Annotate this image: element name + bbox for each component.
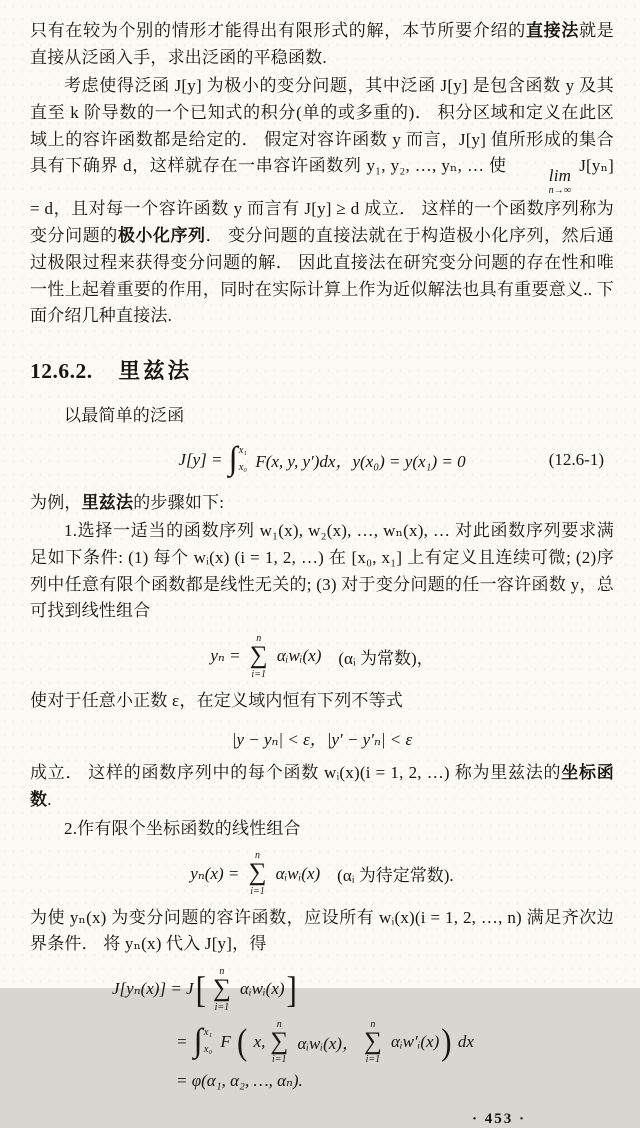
equation-linear-combination: [30, 633, 614, 680]
text-run: 成立． 这样的函数序列中的每个函数 wᵢ(x)(i = 1, 2, …) 称为里兹法的: [30, 763, 562, 783]
sum-lower-limit: i=1: [214, 1001, 230, 1013]
eq4-body: αᵢwᵢ(x): [271, 863, 321, 883]
text-run: 的步骤如下:: [133, 492, 225, 512]
text-run: J[yₙ] = d，且对每一个容许函数 y 而言有 J[y] ≥ d 成立． 这样的一个函数序列称为变分问题的: [30, 156, 614, 246]
sum-upper-limit: n: [219, 966, 225, 978]
summation-sign: [249, 850, 267, 897]
paragraph-epsilon-condition: 使对于任意小正数 ε，在定义域内恒有下列不等式: [30, 690, 403, 710]
derivation-line-2: [176, 1019, 614, 1066]
paragraph-simplest-functional: 以最简单的泛函: [64, 405, 185, 425]
eq4-note: (αᵢ 为待定常数).: [320, 866, 454, 885]
summation-sign: [250, 633, 268, 680]
paragraph-variational-problem: [30, 73, 614, 330]
emphasis-minimizing-sequence: 极小化序列: [117, 226, 206, 246]
lim-word: lim: [548, 166, 572, 186]
sum-lower-limit: i=1: [250, 885, 265, 897]
paragraph-admissible-condition: 为使 yₙ(x) 为变分问题的容许函数，应设所有 wᵢ(x)(i = 1, 2, …, n) 满足齐次边界条件． 将 yₙ(x) 代入 J[y]，得: [30, 907, 614, 954]
integral-upper-limit: x₁: [238, 445, 248, 457]
integral-sign: [194, 1025, 212, 1058]
sigma-glyph: ∑: [270, 1027, 289, 1055]
summation-sign: [364, 1019, 382, 1066]
integral-lower-limit: x₀: [238, 462, 248, 474]
text-run: .: [47, 789, 52, 809]
sigma-glyph: ∑: [363, 1027, 382, 1055]
text-run: 只有在较为个别的情形才能得出有限形式的解，本节所要介绍的: [30, 21, 526, 40]
left-paren: (: [236, 1021, 248, 1063]
eq2-note: (αᵢ 为常数)，: [321, 648, 434, 668]
paragraph-step1-conditions: 1.选择一适当的函数序列 w₁(x), w₂(x), …, wₙ(x), … 对此函数序列要求满足如下条件: (1) 每个 wᵢ(x) (i = 1, 2, …) 在 [x₀, x₁] 上有定义且连续可微; (2)序列中任意有限个函数都是线性无关的; (3) 对于变分问题的任一容许函数 y，总可找到线性组合: [30, 521, 614, 621]
text-run: 就是直接从泛函入手，求出泛函的平稳函数.: [30, 21, 614, 67]
sum-upper-limit: n: [370, 1018, 376, 1030]
sum-upper-limit: n: [276, 1018, 282, 1030]
equation-finite-combination: [30, 850, 614, 897]
integral-limits: [204, 1025, 212, 1058]
eq1-body: F(x, y, y′)dx，y(x₀) = y(x₁) = 0: [251, 452, 466, 472]
integral-glyph: ∫: [228, 441, 238, 478]
emphasis-coordinate-functions: 坐标函数: [30, 763, 614, 809]
sum-lower-limit: i=1: [365, 1054, 381, 1066]
sum-upper-limit: n: [256, 633, 262, 644]
eq1-lhs: J[y] =: [178, 449, 227, 469]
section-number: 12.6.2.: [30, 358, 93, 383]
section-heading: [30, 354, 614, 385]
right-bracket: ]: [286, 968, 297, 1011]
eq5-line2-x: x,: [249, 1031, 266, 1051]
summation-sign: [270, 1019, 288, 1066]
limit-notation: [515, 167, 572, 196]
eq5-line2-F: F: [216, 1031, 235, 1051]
sigma-glyph: ∑: [249, 642, 268, 669]
integral-lower-limit: x₀: [203, 1044, 213, 1056]
derivation-line-1: [112, 966, 614, 1013]
eq3-body: |y − yₙ| < ε，|y′ − y′ₙ| < ε: [231, 729, 413, 749]
summation-sign: [213, 966, 231, 1013]
equation-12-6-1: [30, 438, 614, 482]
equation-tag: (12.6-1): [548, 449, 604, 469]
left-bracket: [: [195, 968, 206, 1011]
emphasis-direct-method: 直接法: [525, 21, 580, 40]
section-title: 里兹法: [118, 358, 193, 383]
eq5-line1-lhs: J[yₙ(x)] = J: [112, 979, 194, 999]
sum-upper-limit: n: [254, 850, 260, 862]
text-run: 为例，: [30, 492, 82, 512]
paragraph-ritz-steps: [30, 490, 614, 517]
eq5-line2-term2: αᵢw′ᵢ(x): [386, 1031, 440, 1051]
eq2-lhs: yₙ =: [210, 646, 245, 666]
sigma-glyph: ∑: [212, 975, 231, 1003]
text-run: 考虑使得泛函 J[y] 为极小的变分问题，其中泛函 J[y] 是包含函数 y 及其直至 k 阶导数的一个已知式的积分(单的或多重的)． 积分区域和定义在此区域上的容许函数都是给定的． 假定对容许函数 y 而言，J[y] 值所形成的集合具有下确界 d，这样就存在一串容许函数列 y₁, y₂, …, yₙ, … 使: [30, 76, 614, 176]
integral-limits: [239, 443, 247, 476]
integral-sign: [229, 443, 247, 476]
eq5-line1-body: αᵢwᵢ(x): [235, 979, 285, 999]
eq5-line3: = φ(α₁, α₂, …, αₙ).: [176, 1071, 303, 1091]
page-number: · 453 ·: [471, 1111, 526, 1128]
paragraph-step2: 2.作有限个坐标函数的线性组合: [64, 818, 301, 838]
integral-upper-limit: x₁: [203, 1027, 213, 1039]
equation-inequalities: [30, 722, 614, 752]
emphasis-ritz-method: 里兹法: [81, 492, 134, 512]
sum-lower-limit: i=1: [272, 1054, 287, 1066]
eq5-line2-dx: dx: [453, 1031, 474, 1051]
text-run: ． 变分问题的直接法就在于构造极小化序列，然后通过极限过程来获得变分问题的解． 因此直接法在研究变分问题的存在性和唯一性上起着重要的作用，同时在实际计算上作为近似解法也具有重要意义.. 下面介绍几种直接法.: [30, 226, 614, 326]
paragraph-direct-method-intro: [30, 18, 614, 71]
lim-subscript: n→∞: [548, 185, 572, 197]
eq5-line2-equals: =: [176, 1031, 192, 1051]
sigma-glyph: ∑: [248, 859, 267, 887]
sum-lower-limit: i=1: [251, 668, 266, 680]
equation-derivation-block: [112, 966, 614, 1091]
eq5-line2-term1: αᵢwᵢ(x)，: [293, 1034, 359, 1054]
eq2-body: αᵢwᵢ(x): [272, 646, 322, 666]
eq4-lhs: yₙ(x) =: [190, 863, 244, 883]
paragraph-coordinate-functions: [30, 760, 614, 813]
right-paren: ): [441, 1021, 452, 1063]
integral-glyph: ∫: [193, 1023, 203, 1060]
derivation-line-3: [176, 1071, 614, 1091]
